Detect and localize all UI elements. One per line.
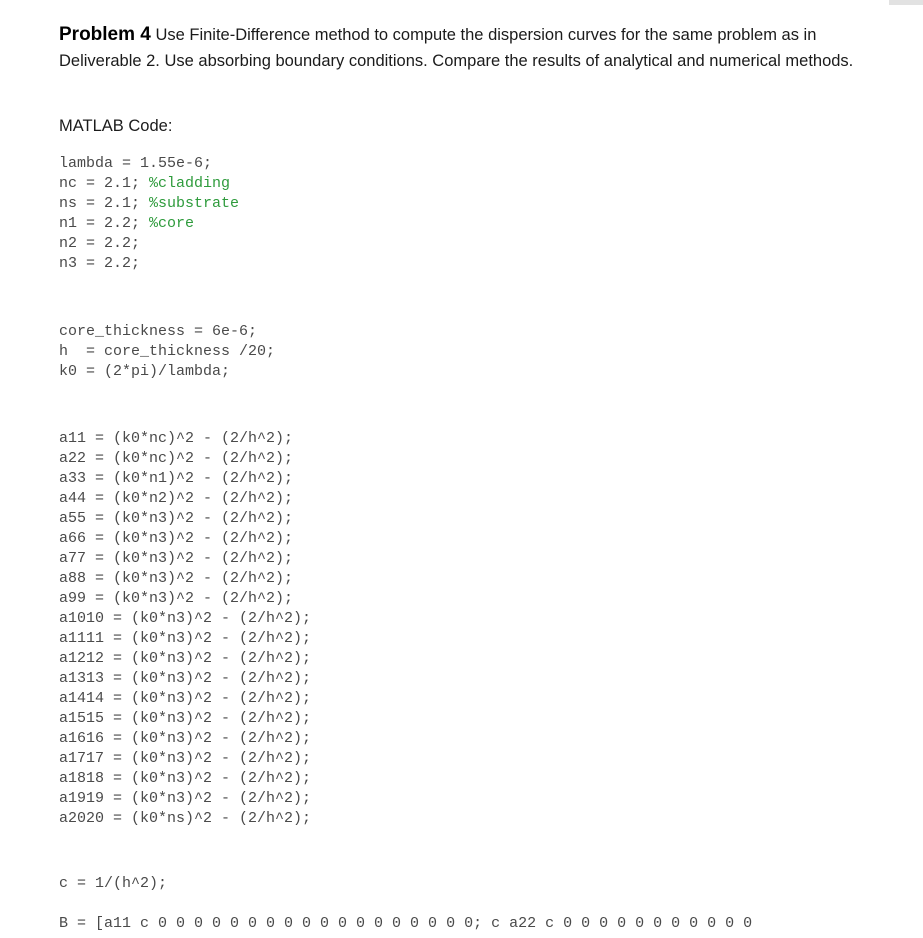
code-line [59,914,752,934]
code-text: lambda = 1.55e-6; [59,155,213,172]
code-text: a1414 = (k0*n3)^2 - (2/h^2); [59,690,312,707]
code-line [59,254,239,274]
code-text: a1616 = (k0*n3)^2 - (2/h^2); [59,730,312,747]
code-text: a1313 = (k0*n3)^2 - (2/h^2); [59,670,312,687]
code-text: n2 = 2.2; [59,235,141,252]
code-block-diagonal-terms [59,429,311,829]
code-text: a66 = (k0*n3)^2 - (2/h^2); [59,530,294,547]
code-line [59,214,239,234]
code-line [59,649,311,669]
code-line [59,709,311,729]
code-line [59,809,311,829]
page-corner-mark [889,0,923,5]
code-text: a1515 = (k0*n3)^2 - (2/h^2); [59,710,312,727]
code-text: nc = 2.1; [59,175,150,192]
code-line [59,194,239,214]
code-text: a77 = (k0*n3)^2 - (2/h^2); [59,550,294,567]
code-text: ns = 2.1; [59,195,150,212]
code-line [59,789,311,809]
code-block-grid [59,322,275,382]
code-line [59,154,239,174]
code-line [59,342,275,362]
code-line [59,362,275,382]
code-text: a2020 = (k0*ns)^2 - (2/h^2); [59,810,312,827]
code-text: n1 = 2.2; [59,215,150,232]
code-line [59,469,311,489]
code-line [59,769,311,789]
code-comment: %substrate [149,195,240,212]
code-comment: %core [149,215,195,232]
code-text: a1111 = (k0*n3)^2 - (2/h^2); [59,630,312,647]
code-line [59,529,311,549]
code-line [59,569,311,589]
code-block-matrix [59,914,752,934]
code-line [59,629,311,649]
code-text: c = 1/(h^2); [59,875,168,892]
code-line [59,489,311,509]
code-line [59,874,167,894]
code-text: a55 = (k0*n3)^2 - (2/h^2); [59,510,294,527]
code-text: B = [a11 c 0 0 0 0 0 0 0 0 0 0 0 0 0 0 0 0 0 0; c a22 c 0 0 0 0 0 0 0 0 0 0 0 [59,915,753,932]
code-text: h = core_thickness /20; [59,343,276,360]
code-text: a33 = (k0*n1)^2 - (2/h^2); [59,470,294,487]
code-block-parameters [59,154,239,274]
code-text: a1919 = (k0*n3)^2 - (2/h^2); [59,790,312,807]
code-text: core_thickness = 6e-6; [59,323,258,340]
code-text: a99 = (k0*n3)^2 - (2/h^2); [59,590,294,607]
code-line [59,669,311,689]
code-line [59,429,311,449]
code-text: k0 = (2*pi)/lambda; [59,363,231,380]
code-comment: %cladding [149,175,231,192]
code-line [59,689,311,709]
problem-title: Problem 4 [59,24,151,45]
code-line [59,322,275,342]
problem-text: Use Finite-Difference method to compute the dispersion curves for the same problem as in Deliverable 2. Use absorbing boundary conditions. Compare the results of analytical and numerical methods. [59,26,854,70]
code-text: n3 = 2.2; [59,255,141,272]
code-section-label: MATLAB Code: [59,117,173,135]
code-block-coupling [59,874,167,894]
code-text: a1818 = (k0*n3)^2 - (2/h^2); [59,770,312,787]
code-line [59,234,239,254]
code-text: a44 = (k0*n2)^2 - (2/h^2); [59,490,294,507]
code-text: a22 = (k0*nc)^2 - (2/h^2); [59,450,294,467]
code-text: a1010 = (k0*n3)^2 - (2/h^2); [59,610,312,627]
code-line [59,729,311,749]
code-line [59,609,311,629]
code-text: a11 = (k0*nc)^2 - (2/h^2); [59,430,294,447]
code-line [59,549,311,569]
code-line [59,589,311,609]
code-line [59,174,239,194]
code-line [59,449,311,469]
code-text: a88 = (k0*n3)^2 - (2/h^2); [59,570,294,587]
code-text: a1717 = (k0*n3)^2 - (2/h^2); [59,750,312,767]
code-text: a1212 = (k0*n3)^2 - (2/h^2); [59,650,312,667]
code-line [59,509,311,529]
code-line [59,749,311,769]
problem-statement [59,22,894,74]
